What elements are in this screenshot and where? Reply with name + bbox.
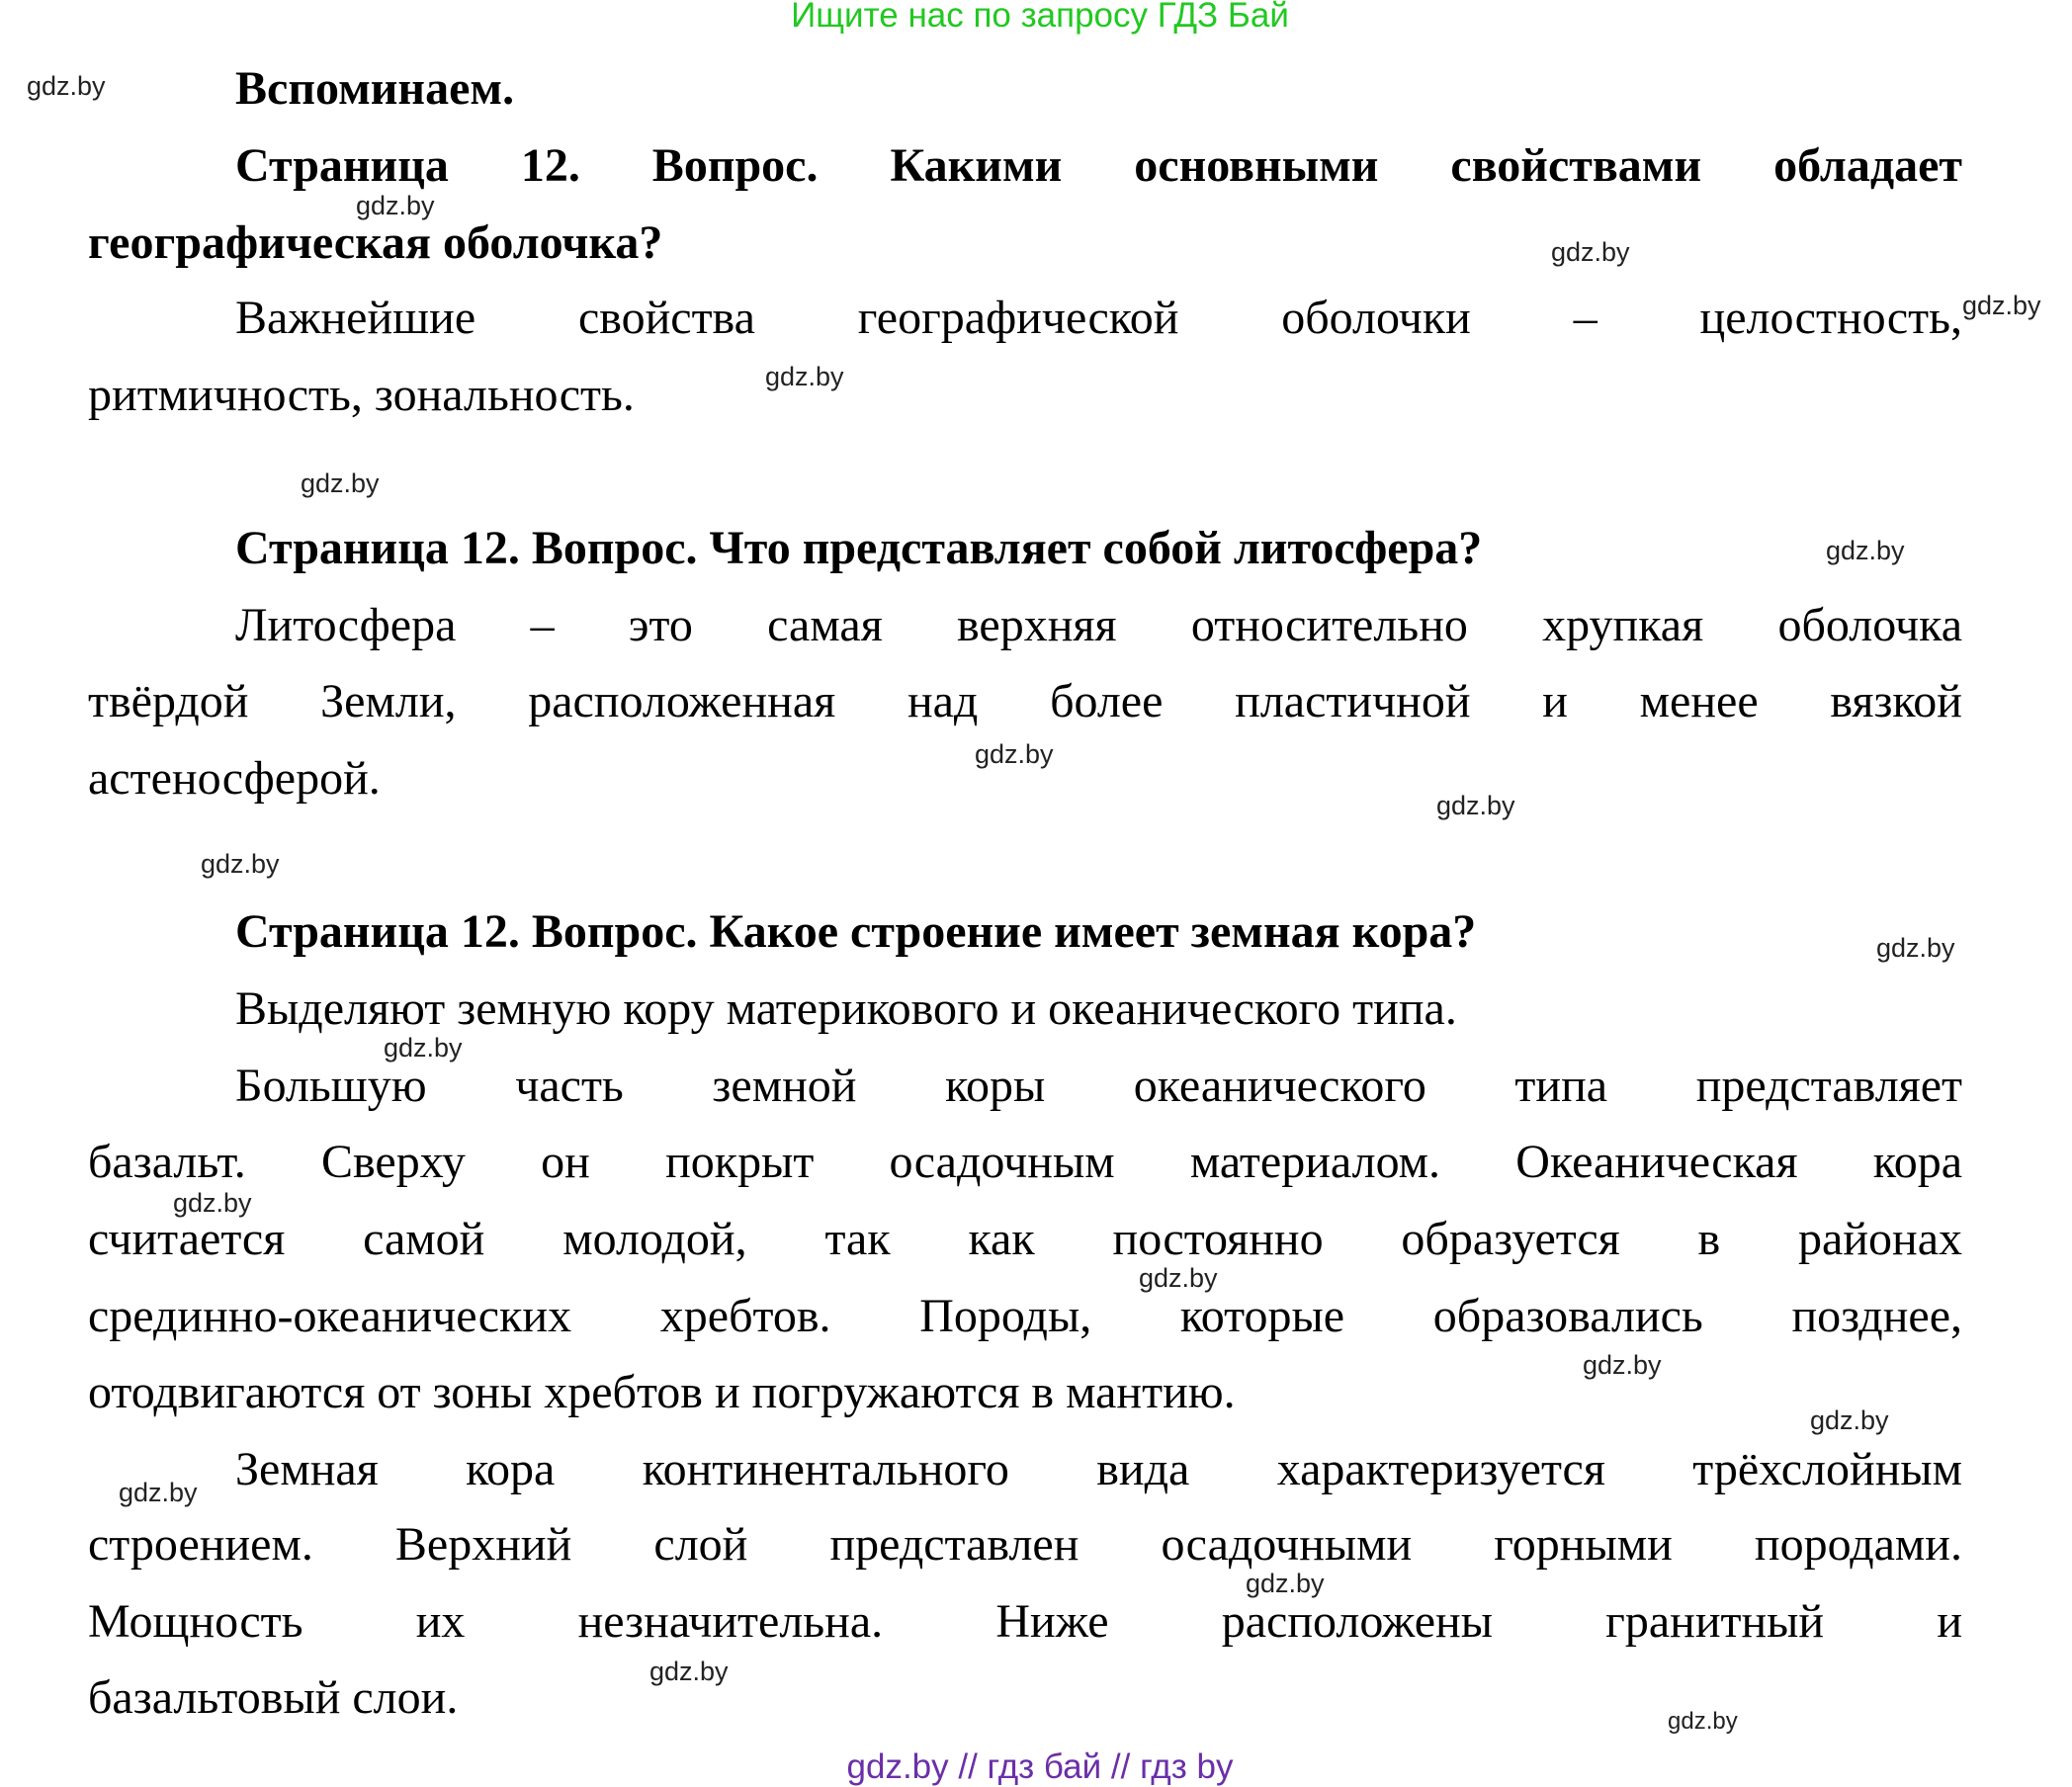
watermark: gdz.by [384, 1033, 463, 1063]
question-title-line: Страница 12. Вопрос. Какими основными свойствами обладает [235, 139, 1962, 192]
watermark: gdz.by [1583, 1350, 1662, 1380]
watermark: gdz.by [1668, 1708, 1738, 1735]
answer-text-line: считается самой молодой, так как постоянно образуется в районах [88, 1213, 1962, 1265]
watermark: gdz.by [119, 1478, 198, 1507]
answer-text-line: срединно-океанических хребтов. Породы, которые образовались позднее, [88, 1290, 1962, 1342]
answer-text-line: твёрдой Земли, расположенная над более пластичной и менее вязкой [88, 675, 1962, 727]
answer-text-line: базальт. Сверху он покрыт осадочным материалом. Океаническая кора [88, 1136, 1962, 1188]
watermark: gdz.by [1962, 291, 2041, 320]
watermark: gdz.by [1826, 536, 1905, 565]
answer-text-line: отодвигаются от зоны хребтов и погружаются в мантию. [88, 1366, 1236, 1418]
question-title-line: Страница 12. Вопрос. Что представляет собой литосфера? [235, 522, 1483, 574]
watermark: gdz.by [1139, 1263, 1218, 1293]
answer-text-line: Земная кора континентального вида характеризуется трёхслойным [235, 1443, 1962, 1495]
watermark: gdz.by [173, 1188, 252, 1218]
answer-text-line: ритмичность, зональность. [88, 369, 635, 421]
answer-text-line: строением. Верхний слой представлен осадочными горными породами. [88, 1518, 1962, 1571]
question-title-line: Страница 12. Вопрос. Какое строение имеет земная кора? [235, 905, 1477, 958]
section-heading: Вспоминаем. [235, 62, 515, 115]
watermark: gdz.by [27, 71, 106, 101]
watermark: gdz.by [1436, 791, 1515, 820]
answer-text-line: астеносферой. [88, 752, 381, 805]
answer-text-line: Литосфера – это самая верхняя относительно хрупкая оболочка [235, 599, 1962, 651]
watermark: gdz.by [1551, 237, 1630, 267]
watermark: gdz.by [356, 191, 435, 220]
answer-text-line: Выделяют земную кору материкового и океанического типа. [235, 982, 1457, 1035]
footer-links: gdz.by // гдз бай // гдз by [846, 1747, 1234, 1786]
question-title-line: географическая оболочка? [88, 216, 663, 269]
watermark: gdz.by [649, 1657, 729, 1686]
watermark: gdz.by [1810, 1405, 1889, 1435]
watermark: gdz.by [201, 849, 280, 879]
watermark: gdz.by [1246, 1569, 1325, 1598]
answer-text-line: Большую часть земной коры океанического типа представляет [235, 1060, 1962, 1112]
watermark: gdz.by [975, 739, 1054, 769]
answer-text-line: Важнейшие свойства географической оболочки – целостность, [235, 292, 1962, 344]
watermark: gdz.by [765, 362, 844, 391]
answer-text-line: базальтовый слои. [88, 1671, 459, 1724]
watermark: gdz.by [1876, 933, 1955, 963]
watermark: gdz.by [301, 468, 380, 498]
answer-text-line: Мощность их незначительна. Ниже расположены гранитный и [88, 1595, 1962, 1648]
search-banner: Ищите нас по запросу ГДЗ Бай [791, 0, 1289, 35]
